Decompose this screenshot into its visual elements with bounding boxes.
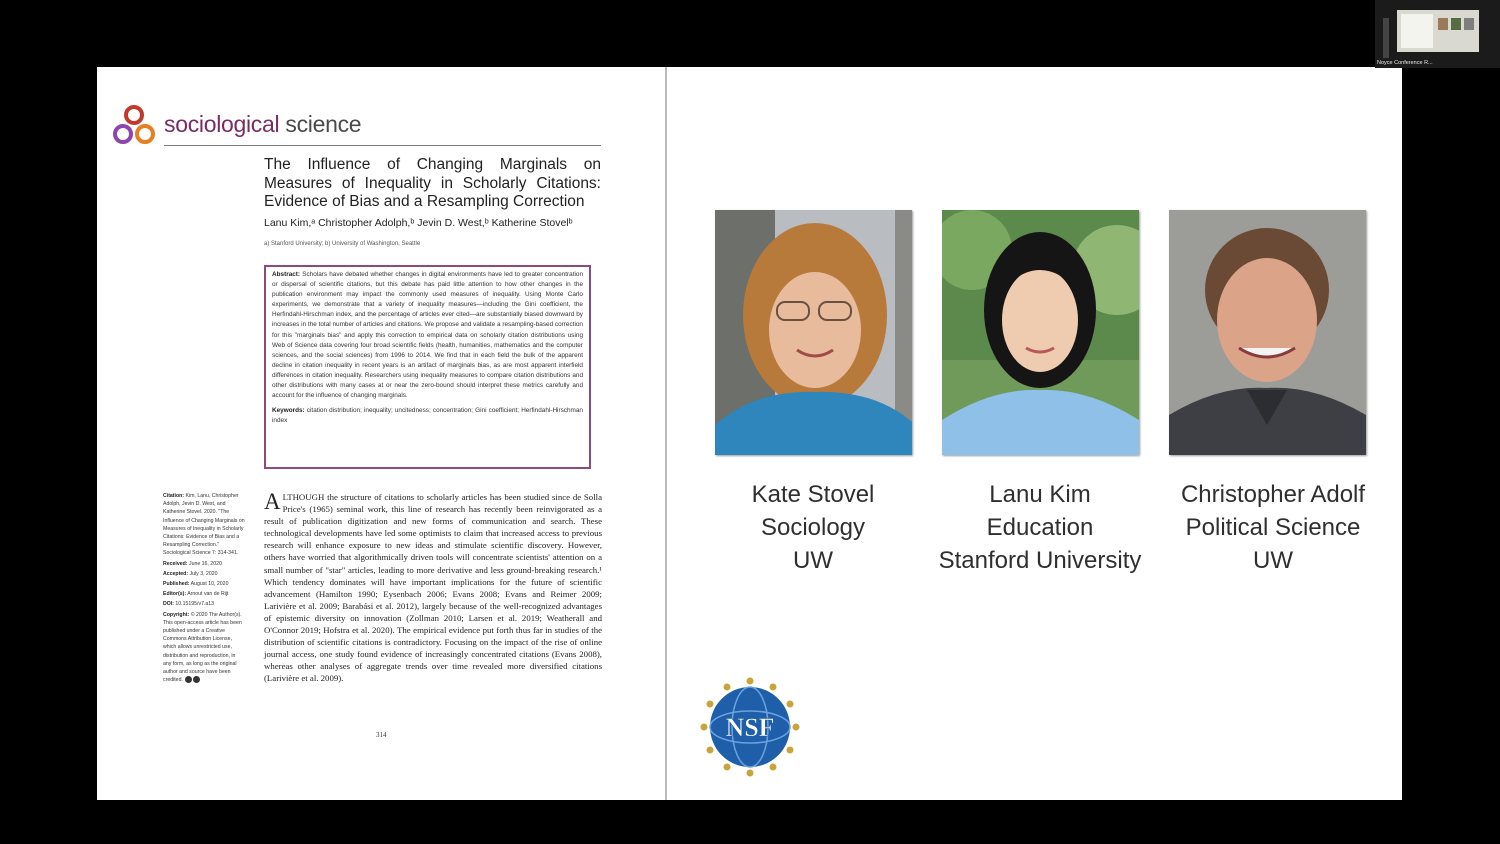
journal-logo-icon [111,103,157,149]
abstract-box [264,265,591,469]
paper-authors: Lanu Kim,ᵃ Christopher Adolph,ᵇ Jevin D. West,ᵇ Katherine Stovelᵇ [264,217,573,229]
abstract-label: Abstract: [272,271,301,278]
person-name: Lanu Kim [989,481,1091,508]
person-dept: Political Science [1185,514,1361,541]
person-name: Kate Stovel [751,481,875,508]
paper-affiliations: a) Stanford University; b) University of Washington, Seattle [264,241,421,247]
accepted-info: Accepted: July 3, 2020 [163,570,218,577]
caption-christopher-adolf [1143,478,1403,577]
journal-name: sociological science [164,111,362,137]
drop-cap: A [264,489,281,514]
article-body: ALTHOUGH the structure of citations to scholarly articles has been studied since de Solla Price's (1965) seminal work, this line of research has recently been reinvigorated as a result of publication digitization and new forms of communication and search. These technological developments have led some optimists to claim that increased access to previous research will enhance exposure to new ideas and stimulate scientific discovery. However, others have worried that algorithmically driven tools will concentrate scientists' attention on a small number of "star" articles, leading to more derivative and less ground-breaking research.¹ Which tendency dominates will have important implications for the future of scientific advancement (Hamilton 1990; Eysenbach 2006; Evans 2008; Evans and Reimer 2009; Larivière et al. 2009; Barabási et al. 2012), largely because of the well-recognized advantages of epistemic diversity on innovation (Zollman 2010; Larsen et al. 2019; Weatherall and O'Connor 2019; Hofstra et al. 2020). The empirical evidence put forth thus far in studies of the distribution of scientific citations is contradictory. Focusing on the impact of the rise of online journal access, one study found evidence of increasingly concentrated citations (Evans 2008), whereas other analyses of aggregate trends over time revealed more diversified citations (Larivière et al. 2009). [264,489,602,684]
received-info: Received: June 16, 2020 [163,560,222,567]
person-inst: UW [1253,547,1293,574]
article-meta-sidebar [163,492,245,686]
copyright-info: Copyright: © 2020 The Author(s). This open-access article has been published under a Creative Commons Attribution License, which allows unrestricted use, distribution and reproduction, in any form, as long as the original author and source have been credited. [163,611,242,684]
nsf-logo-text: NSF [725,713,775,742]
abstract-text: Scholars have debated whether changes in digital environments have led to greater concentration or dispersal of scientific citations, but this debate has paid little attention to how other changes in the publication environment may impact the commonly used measures of inequality. Using Monte Carlo experiments, we demonstrate that a variety of inequality measures—including the Gini coefficient, the Herfindahl-Hirschman index, and the percentage of articles ever cited—are substantially biased downward by increases in the total number of articles and citations. We propose and validate a resampling-based correction for this "marginals bias" and apply this correction to empirical data on scholarly citation distributions using Web of Science data covering four broad scientific fields (health, humanities, mathematics and the computer sciences, and the social sciences) from 1996 to 2014. We find that in each field the bulk of the apparent decline in citation inequality in recent years is an artifact of marginals bias, as are most apparent interfield differences in citation inequality. Researchers using inequality measures to compare citation distributions and other distributions with many cases at or near the zero-bound should interpret these metrics carefully and account for the influence of changing marginals. [272,271,583,400]
paper-title: The Influence of Changing Marginals on Measures of Inequality in Scholarly Citations: Evidence of Bias and a Resampling Correction [264,156,601,210]
person-dept: Sociology [760,514,866,541]
cc-by-icon [193,676,200,683]
person-dept: Education [986,514,1094,541]
slide [97,67,1402,800]
keywords [272,406,583,426]
person-inst: UW [793,547,833,574]
page-number: 314 [376,731,387,739]
photo-christopher-adolf [1169,210,1366,455]
photo-kate-stovel [715,210,912,455]
keywords-text: citation distribution; inequality; uncitedness; concentration; Gini coefficient; Herfindahl-Hirschman index [272,407,583,425]
photo-lanu-kim [942,210,1139,455]
person-inst: Stanford University [938,547,1142,574]
person-name: Christopher Adolf [1180,481,1366,508]
published-info: Published: August 10, 2020 [163,581,229,588]
caption-lanu-kim [910,478,1170,577]
nsf-logo-icon [700,677,800,777]
paper-page [97,67,665,800]
caption-kate-stovel [683,478,943,577]
cc-icon [185,676,192,683]
webcam-thumbnail[interactable] [1375,0,1500,68]
page-divider [665,67,667,800]
webcam-thumbnail-label: Noyce Conference R... [1377,60,1433,66]
citation-info: Citation: Kim, Lanu, Christopher Adolph, Jevin D. West, and Katherine Stovel. 2020. "The Influence of Changing Marginals on Measures of Inequality in Scholarly Citations: Evidence of Bias and a Resampling Correction." Sociological Science 7: 314-341. [163,493,245,557]
editor-info: Editor(s): Arnout van de Rijt [163,591,229,598]
keywords-label: Keywords: [272,407,305,415]
doi-info: DOI: 10.15195/v7.a13 [163,601,215,608]
journal-rule [164,145,601,146]
